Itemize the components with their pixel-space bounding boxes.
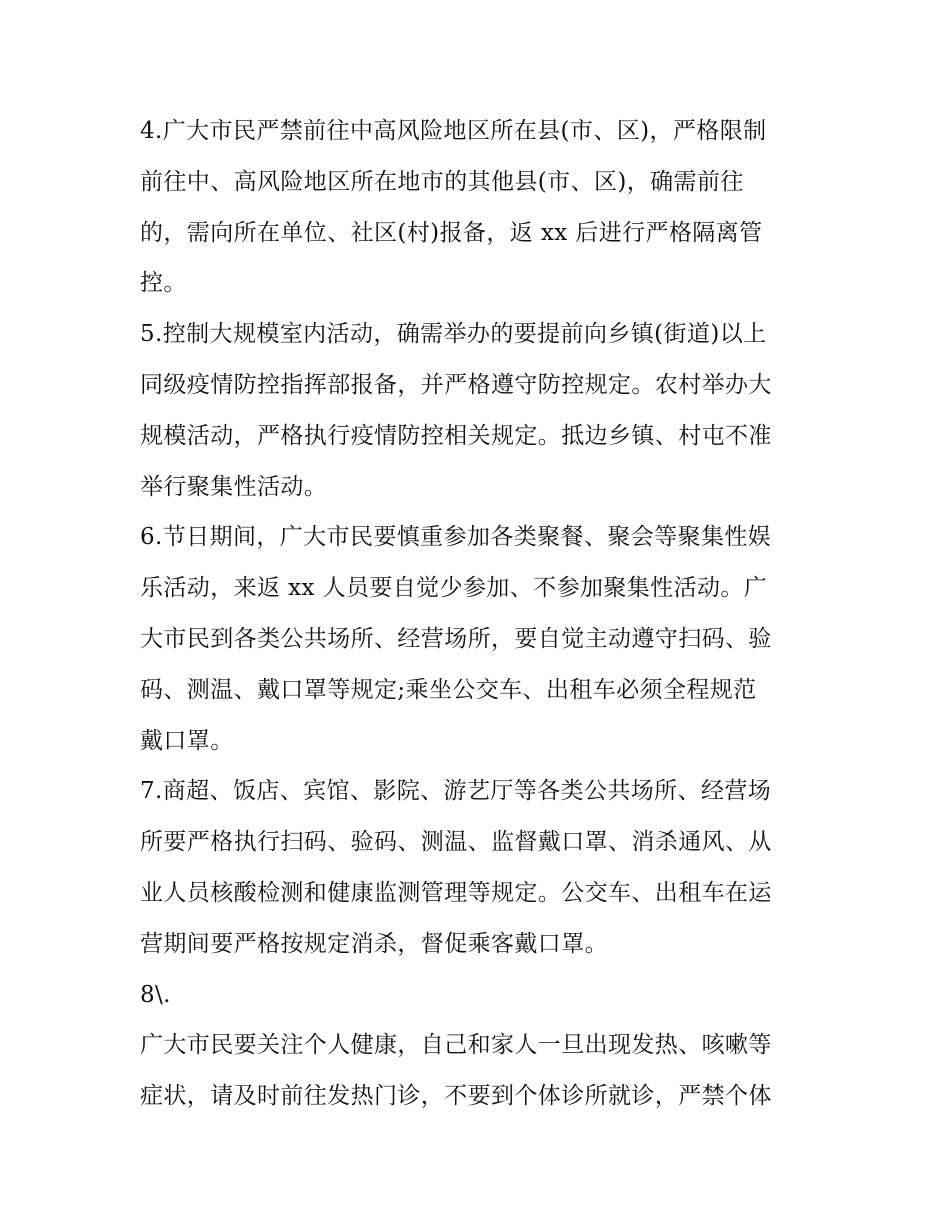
text-line: 戴口罩。 (140, 727, 234, 754)
text-line: 的，需向所在单位、社区(村)报备，返 xx 后进行严格隔离管 (140, 219, 763, 246)
text-line: 乐活动，来返 xx 人员要自觉少参加、不参加聚集性活动。广 (140, 575, 768, 602)
text-line: 规模活动，严格执行疫情防控相关规定。抵边乡镇、村屯不准 (140, 422, 772, 449)
text-line: 7.商超、饭店、宾馆、影院、游艺厅等各类公共场所、经营场 (140, 778, 772, 805)
text-line: 4.广大市民严禁前往中高风险地区所在县(市、区)，严格限制 (140, 118, 767, 144)
text-line: 广大市民要关注个人健康，自己和家人一旦出现发热、咳嗽等 (140, 1032, 772, 1059)
text-line: 营期间要严格按规定消杀，督促乘客戴口罩。 (140, 930, 608, 957)
document-body (140, 106, 820, 1122)
text-line: 控。 (140, 270, 187, 297)
text-line: 所要严格执行扫码、验码、测温、监督戴口罩、消杀通风、从 (140, 829, 772, 856)
text-line: 大市民到各类公共场所、经营场所，要自觉主动遵守扫码、验 (140, 625, 772, 652)
text-line: 症状，请及时前往发热门诊，不要到个体诊所就诊，严禁个体 (140, 1083, 772, 1110)
text-line: 同级疫情防控指挥部报备，并严格遵守防控规定。农村举办大 (140, 371, 772, 398)
text-line: 举行聚集性活动。 (140, 473, 328, 500)
text-line: 业人员核酸检测和健康监测管理等规定。公交车、出租车在运 (140, 879, 772, 906)
text-line: 6.节日期间，广大市民要慎重参加各类聚餐、聚会等聚集性娱 (140, 524, 772, 551)
text-line: 前往中、高风险地区所在地市的其他县(市、区)，确需前往 (140, 168, 744, 195)
text-line: 5.控制大规模室内活动，确需举办的要提前向乡镇(街道)以上 (140, 321, 767, 348)
text-line: 码、测温、戴口罩等规定;乘坐公交车、出租车必须全程规范 (140, 676, 757, 703)
text-line: 8\. (140, 981, 171, 1008)
